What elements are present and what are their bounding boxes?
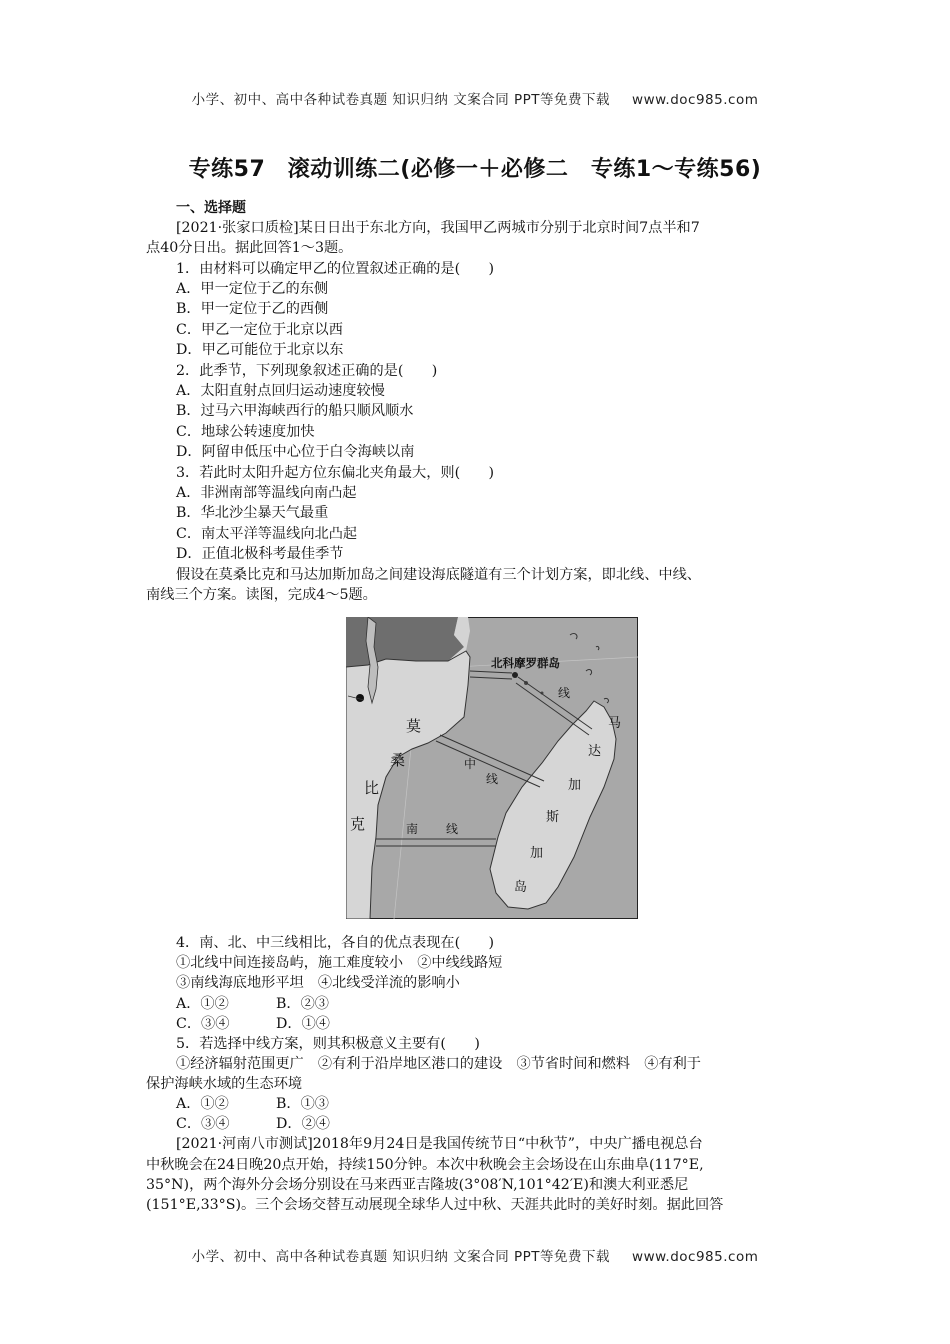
q5-choice-b: B．①③ (276, 1096, 329, 1112)
passage3-line2: 中秋晚会在24日晚20点开始，持续150分钟。本次中秋晚会主会场设在山东曲阜(117°E, (146, 1157, 704, 1173)
madagascar-char-1: 马 (608, 716, 622, 731)
q3-option-a: A．非洲南部等温线向南凸起 (176, 485, 357, 501)
madagascar-char-3: 加 (568, 778, 582, 793)
q3-option-d: D．正值北极科考最佳季节 (176, 546, 344, 562)
passage2-line2: 南线三个方案。读图，完成4～5题。 (146, 587, 377, 603)
mozambique-char-4: 克 (350, 815, 366, 833)
passage1-line1: [2021·张家口质检]某日日出于东北方向，我国甲乙两城市分别于北京时间7点半和7 (176, 220, 700, 236)
q2-option-d: D．阿留申低压中心位于白令海峡以南 (176, 444, 415, 460)
south-line-char-2: 线 (446, 822, 459, 836)
page-header (0, 88, 950, 108)
passage3-line1: [2021·河南八市测试]2018年9月24日是我国传统节日“中秋节”，中央广播电视总台 (176, 1136, 703, 1152)
q5-choices-row1 (176, 1094, 329, 1114)
q1-option-d: D．甲乙可能位于北京以东 (176, 342, 344, 358)
madagascar-char-5: 加 (530, 846, 544, 861)
q1-stem: 1．由材料可以确定甲乙的位置叙述正确的是( ) (176, 261, 495, 277)
q4-stem: 4．南、北、中三线相比，各自的优点表现在( ) (176, 935, 495, 951)
q3-stem: 3．若此时太阳升起方位东偏北夹角最大，则( ) (176, 465, 495, 481)
q4-choice-b: B．②③ (276, 996, 329, 1012)
q5-item-line2: 保护海峡水域的生态环境 (146, 1076, 303, 1092)
northern-land (346, 617, 464, 667)
q1-option-a: A．甲一定位于乙的东侧 (176, 281, 329, 297)
q1-option-c: C．甲乙一定位于北京以西 (176, 322, 343, 338)
q5-item-line1: ①经济辐射范围更广 ②有利于沿岸地区港口的建设 ③节省时间和燃料 ④有利于 (176, 1056, 701, 1072)
page-title: 专练57 滚动训练二(必修一＋必修二 专练1～专练56) (188, 157, 762, 182)
middle-line-char-1: 中 (464, 757, 477, 771)
mozambique-char-2: 桑 (390, 751, 406, 769)
q5-stem: 5．若选择中线方案，则其积极意义主要有( ) (176, 1036, 480, 1052)
q3-option-c: C．南太平洋等温线向北凸起 (176, 526, 358, 542)
mozambique-char-3: 比 (364, 779, 380, 797)
middle-line-char-2: 线 (486, 772, 499, 786)
page-footer (0, 1245, 950, 1265)
q4-item-line1: ①北线中间连接岛屿，施工难度较小 ②中线线路短 (176, 955, 503, 971)
q5-choice-d: D．②④ (276, 1116, 330, 1132)
passage3-line4: (151°E,33°S)。三个会场交替互动展现全球华人过中秋、天涯共此时的美好时刻。据此回答 (146, 1197, 724, 1213)
footer-url[interactable]: www.doc985.com (632, 1249, 759, 1265)
q3-option-b: B．华北沙尘暴天气最重 (176, 505, 329, 521)
q2-option-a: A．太阳直射点回归运动速度较慢 (176, 383, 385, 399)
header-text: 小学、初中、高中各种试卷真题 知识归纳 文案合同 PPT等免费下载 (191, 92, 611, 108)
q2-option-b: B．过马六甲海峡西行的船只顺风顺水 (176, 403, 414, 419)
q1-option-b: B．甲一定位于乙的西侧 (176, 301, 329, 317)
madagascar-char-2: 达 (588, 744, 602, 759)
q4-choices-row2 (176, 1014, 330, 1034)
tunnel-map (346, 617, 638, 919)
q5-choice-a: A．①② (176, 1096, 229, 1112)
passage3-line3: 35°N)，两个海外分会场分别设在马来西亚吉隆坡(3°08′N,101°42′E)和澳大利亚悉尼 (146, 1177, 689, 1193)
q4-item-line2: ③南线海底地形平坦 ④北线受洋流的影响小 (176, 975, 460, 991)
passage1-line2: 点40分日出。据此回答1～3题。 (146, 240, 353, 256)
footer-text: 小学、初中、高中各种试卷真题 知识归纳 文案合同 PPT等免费下载 (191, 1249, 611, 1265)
madagascar-char-6: 岛 (514, 880, 528, 895)
south-line-char-1: 南 (406, 822, 419, 836)
comoros-label: 北科摩罗群岛 (491, 656, 560, 670)
north-line-label: 线 (558, 686, 571, 700)
section-heading: 一、选择题 (176, 200, 246, 216)
comoros-island (512, 672, 518, 678)
madagascar-char-4: 斯 (546, 810, 560, 825)
q4-choices-row1 (176, 994, 329, 1014)
q4-choice-d: D．①④ (276, 1016, 330, 1032)
q4-choice-a: A．①② (176, 996, 229, 1012)
mozambique-char-1: 莫 (406, 717, 422, 735)
passage2-line1: 假设在莫桑比克和马达加斯加岛之间建设海底隧道有三个计划方案，即北线、中线、 (176, 567, 701, 583)
q4-choice-c: C．③④ (176, 1016, 230, 1032)
header-url[interactable]: www.doc985.com (632, 92, 759, 108)
q5-choices-row2 (176, 1114, 330, 1134)
q2-option-c: C．地球公转速度加快 (176, 424, 315, 440)
q5-choice-c: C．③④ (176, 1116, 230, 1132)
q2-stem: 2．此季节，下列现象叙述正确的是( ) (176, 363, 438, 379)
